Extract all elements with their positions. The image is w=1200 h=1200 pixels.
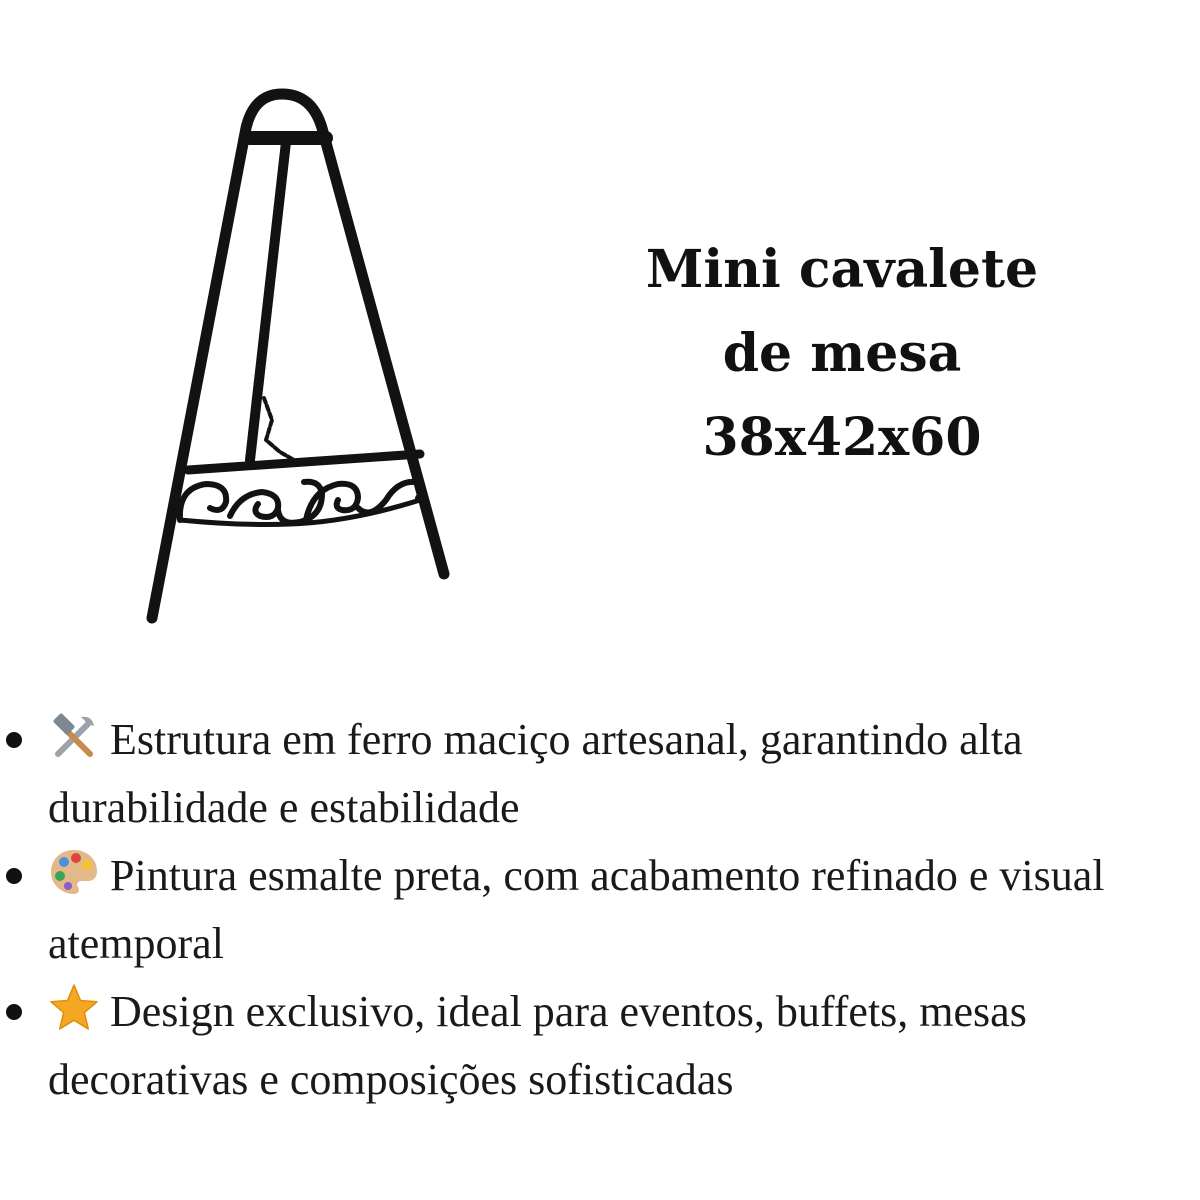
bullet-icon [6, 868, 22, 884]
feature-list [0, 706, 1200, 1114]
title-line-1: Mini cavalete [645, 239, 1039, 300]
bullet-icon [6, 1004, 22, 1020]
bullet-icon [6, 732, 22, 748]
artist-palette-icon [48, 846, 100, 898]
product-title [600, 228, 1084, 480]
feature-text: Design exclusivo, ideal para eventos, buffets, mesas decorativas e composições sofisticadas [48, 987, 1027, 1104]
feature-text: Estrutura em ferro maciço artesanal, garantindo alta durabilidade e estabilidade [48, 715, 1023, 832]
feature-item [0, 842, 1200, 978]
feature-text: Pintura esmalte preta, com acabamento refinado e visual atemporal [48, 851, 1105, 968]
feature-item [0, 978, 1200, 1114]
feature-item [0, 706, 1200, 842]
star-icon [48, 982, 100, 1034]
product-dimensions: 38x42x60 [702, 407, 982, 468]
title-line-2: de mesa [722, 323, 962, 384]
hammer-and-wrench-icon [48, 710, 100, 762]
easel-product-image [130, 80, 470, 640]
